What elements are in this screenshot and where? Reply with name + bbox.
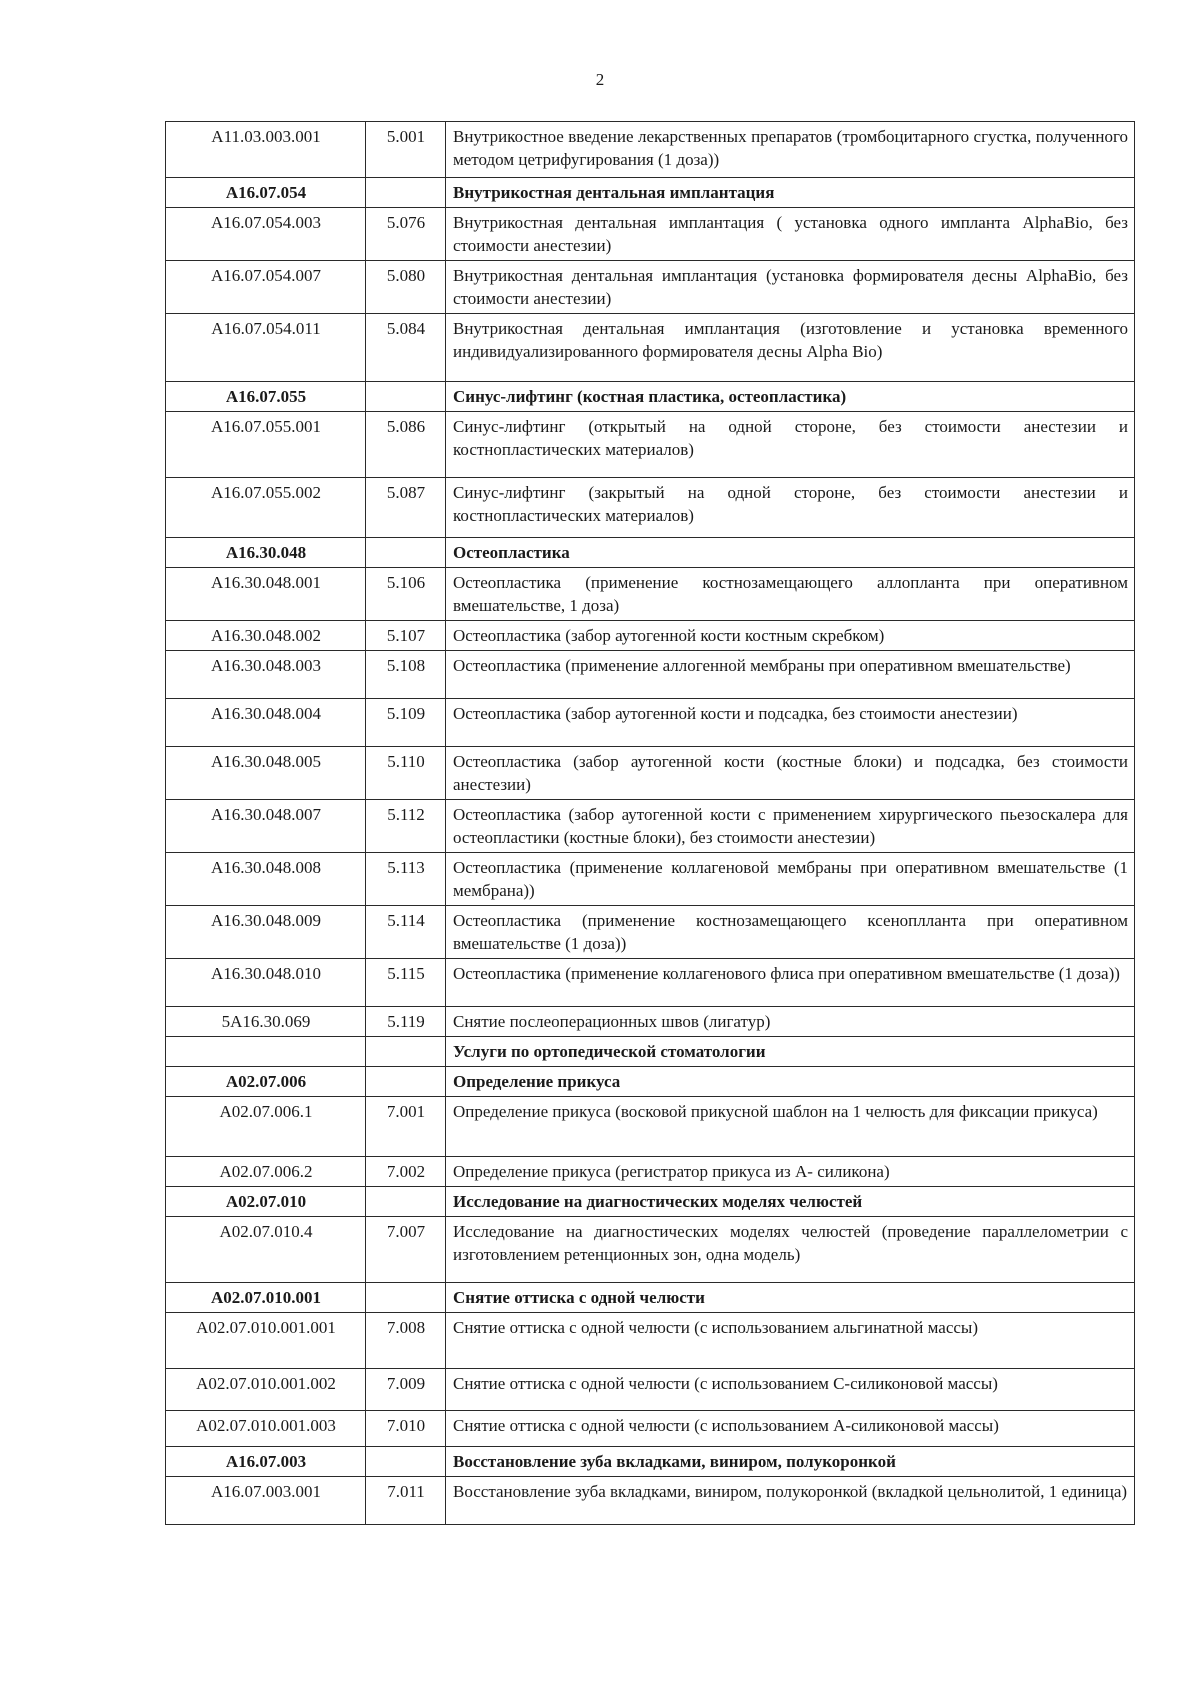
service-code-cell: A16.30.048.002 [166, 621, 366, 651]
service-number-cell [366, 1447, 446, 1477]
section-header-row [166, 538, 1135, 568]
service-code-cell: A16.07.054.011 [166, 314, 366, 382]
service-code-cell: 5A16.30.069 [166, 1007, 366, 1037]
service-code-cell: A11.03.003.001 [166, 122, 366, 178]
service-code-cell: A16.30.048.007 [166, 800, 366, 853]
service-description-cell: Остеопластика (применение коллагеновой мембраны при оперативном вмешательстве (1 мембрана)) [446, 853, 1135, 906]
service-description-cell: Внутрикостное введение лекарственных препаратов (тромбоцитарного сгустка, полученного методом цетрифугирования (1 доза)) [446, 122, 1135, 178]
service-number-cell: 7.007 [366, 1217, 446, 1283]
service-number-cell [366, 1283, 446, 1313]
service-code-cell: A16.07.054.003 [166, 208, 366, 261]
service-number-cell: 5.106 [366, 568, 446, 621]
service-row [166, 314, 1135, 382]
service-code-cell: A02.07.010.4 [166, 1217, 366, 1283]
service-code-cell: A02.07.006.2 [166, 1157, 366, 1187]
service-number-cell: 5.084 [366, 314, 446, 382]
service-code-cell: A16.30.048.010 [166, 959, 366, 1007]
service-code-cell: A16.07.055.001 [166, 412, 366, 478]
section-title-cell: Синус-лифтинг (костная пластика, остеопластика) [446, 382, 1135, 412]
service-number-cell [366, 1187, 446, 1217]
service-description-cell: Остеопластика (забор аутогенной кости и подсадка, без стоимости анестезии) [446, 699, 1135, 747]
section-header-row [166, 382, 1135, 412]
section-header-row [166, 1067, 1135, 1097]
section-title-cell: Снятие оттиска с одной челюсти [446, 1283, 1135, 1313]
service-number-cell: 7.009 [366, 1369, 446, 1411]
service-code-cell: A02.07.006.1 [166, 1097, 366, 1157]
service-code-cell: A16.30.048.004 [166, 699, 366, 747]
service-number-cell [366, 538, 446, 568]
section-header-row [166, 178, 1135, 208]
service-description-cell: Остеопластика (применение коллагенового флиса при оперативном вмешательстве (1 доза)) [446, 959, 1135, 1007]
service-description-cell: Внутрикостная дентальная имплантация (изготовление и установка временного индивидуализированного формирователя десны Alpha Bio) [446, 314, 1135, 382]
service-description-cell: Определение прикуса (регистратор прикуса из А- силикона) [446, 1157, 1135, 1187]
section-title-cell: Восстановление зуба вкладками, виниром, полукоронкой [446, 1447, 1135, 1477]
service-row [166, 747, 1135, 800]
service-number-cell [366, 178, 446, 208]
service-row [166, 1411, 1135, 1447]
service-number-cell: 5.001 [366, 122, 446, 178]
service-number-cell: 5.109 [366, 699, 446, 747]
service-row [166, 261, 1135, 314]
service-description-cell: Исследование на диагностических моделях челюстей (проведение параллелометрии с изготовлением ретенционных зон, одна модель) [446, 1217, 1135, 1283]
service-row [166, 412, 1135, 478]
service-code-cell: A02.07.006 [166, 1067, 366, 1097]
service-row [166, 906, 1135, 959]
service-description-cell: Внутрикостная дентальная имплантация ( установка одного импланта AlphaBio, без стоимости анестезии) [446, 208, 1135, 261]
service-code-cell: A02.07.010.001.002 [166, 1369, 366, 1411]
service-row [166, 1217, 1135, 1283]
service-code-cell: A16.30.048.009 [166, 906, 366, 959]
service-number-cell: 5.107 [366, 621, 446, 651]
service-number-cell: 7.001 [366, 1097, 446, 1157]
section-title-cell: Внутрикостная дентальная имплантация [446, 178, 1135, 208]
section-title-cell: Определение прикуса [446, 1067, 1135, 1097]
service-number-cell: 7.002 [366, 1157, 446, 1187]
service-description-cell: Синус-лифтинг (открытый на одной стороне, без стоимости анестезии и костнопластических материалов) [446, 412, 1135, 478]
service-description-cell: Остеопластика (применение костнозамещающего ксеноплланта при оперативном вмешательстве (1 доза)) [446, 906, 1135, 959]
service-row [166, 651, 1135, 699]
service-number-cell: 5.110 [366, 747, 446, 800]
service-row [166, 1007, 1135, 1037]
service-number-cell: 5.080 [366, 261, 446, 314]
service-number-cell: 7.011 [366, 1477, 446, 1525]
services-price-table [165, 121, 1135, 1525]
service-number-cell [366, 1067, 446, 1097]
service-description-cell: Снятие послеоперационных швов (лигатур) [446, 1007, 1135, 1037]
service-code-cell: A16.30.048 [166, 538, 366, 568]
service-row [166, 959, 1135, 1007]
services-table-body [166, 122, 1135, 1525]
service-code-cell: A02.07.010.001 [166, 1283, 366, 1313]
service-number-cell [366, 382, 446, 412]
service-description-cell: Восстановление зуба вкладками, виниром, полукоронкой (вкладкой цельнолитой, 1 единица) [446, 1477, 1135, 1525]
service-number-cell: 7.008 [366, 1313, 446, 1369]
service-code-cell: A02.07.010 [166, 1187, 366, 1217]
section-header-row [166, 1283, 1135, 1313]
section-title-cell: Исследование на диагностических моделях челюстей [446, 1187, 1135, 1217]
service-description-cell: Остеопластика (забор аутогенной кости с применением хирургического пьезоскалера для остеопластики (костные блоки), без стоимости анестезии) [446, 800, 1135, 853]
service-number-cell: 5.115 [366, 959, 446, 1007]
service-code-cell: A02.07.010.001.001 [166, 1313, 366, 1369]
service-code-cell: A16.07.054.007 [166, 261, 366, 314]
service-description-cell: Синус-лифтинг (закрытый на одной стороне, без стоимости анестезии и костнопластических материалов) [446, 478, 1135, 538]
service-number-cell: 5.086 [366, 412, 446, 478]
section-title-cell: Остеопластика [446, 538, 1135, 568]
service-description-cell: Снятие оттиска с одной челюсти (с использованием С-силиконовой массы) [446, 1369, 1135, 1411]
service-code-cell: A16.30.048.003 [166, 651, 366, 699]
service-code-cell: A16.07.054 [166, 178, 366, 208]
service-number-cell: 7.010 [366, 1411, 446, 1447]
service-number-cell: 5.114 [366, 906, 446, 959]
service-code-cell: A16.07.055 [166, 382, 366, 412]
service-code-cell: A16.30.048.005 [166, 747, 366, 800]
service-description-cell: Внутрикостная дентальная имплантация (установка формирователя десны AlphaBio, без стоимости анестезии) [446, 261, 1135, 314]
service-number-cell [366, 1037, 446, 1067]
service-code-cell: A16.07.003 [166, 1447, 366, 1477]
service-code-cell: A02.07.010.001.003 [166, 1411, 366, 1447]
service-code-cell: A16.30.048.001 [166, 568, 366, 621]
service-row [166, 1369, 1135, 1411]
service-row [166, 699, 1135, 747]
section-title-cell: Услуги по ортопедической стоматологии [446, 1037, 1135, 1067]
service-description-cell: Остеопластика (забор аутогенной кости (костные блоки) и подсадка, без стоимости анестезии) [446, 747, 1135, 800]
page-number: 2 [595, 70, 605, 89]
service-description-cell: Снятие оттиска с одной челюсти (с использованием альгинатной массы) [446, 1313, 1135, 1369]
section-header-row [166, 1037, 1135, 1067]
service-number-cell: 5.112 [366, 800, 446, 853]
section-header-row [166, 1447, 1135, 1477]
service-description-cell: Остеопластика (применение аллогенной мембраны при оперативном вмешательстве) [446, 651, 1135, 699]
service-code-cell [166, 1037, 366, 1067]
service-row [166, 122, 1135, 178]
service-number-cell: 5.076 [366, 208, 446, 261]
service-row [166, 800, 1135, 853]
service-row [166, 1313, 1135, 1369]
service-row [166, 568, 1135, 621]
service-row [166, 853, 1135, 906]
service-number-cell: 5.087 [366, 478, 446, 538]
service-description-cell: Определение прикуса (восковой прикусной шаблон на 1 челюсть для фиксации прикуса) [446, 1097, 1135, 1157]
service-number-cell: 5.108 [366, 651, 446, 699]
service-row [166, 1477, 1135, 1525]
service-number-cell: 5.113 [366, 853, 446, 906]
service-description-cell: Снятие оттиска с одной челюсти (с использованием А-силиконовой массы) [446, 1411, 1135, 1447]
service-code-cell: A16.07.055.002 [166, 478, 366, 538]
service-row [166, 1157, 1135, 1187]
service-row [166, 478, 1135, 538]
service-row [166, 1097, 1135, 1157]
service-description-cell: Остеопластика (забор аутогенной кости костным скребком) [446, 621, 1135, 651]
service-code-cell: A16.07.003.001 [166, 1477, 366, 1525]
service-number-cell: 5.119 [366, 1007, 446, 1037]
service-row [166, 208, 1135, 261]
service-row [166, 621, 1135, 651]
section-header-row [166, 1187, 1135, 1217]
service-code-cell: A16.30.048.008 [166, 853, 366, 906]
service-description-cell: Остеопластика (применение костнозамещающего аллопланта при оперативном вмешательстве, 1 доза) [446, 568, 1135, 621]
